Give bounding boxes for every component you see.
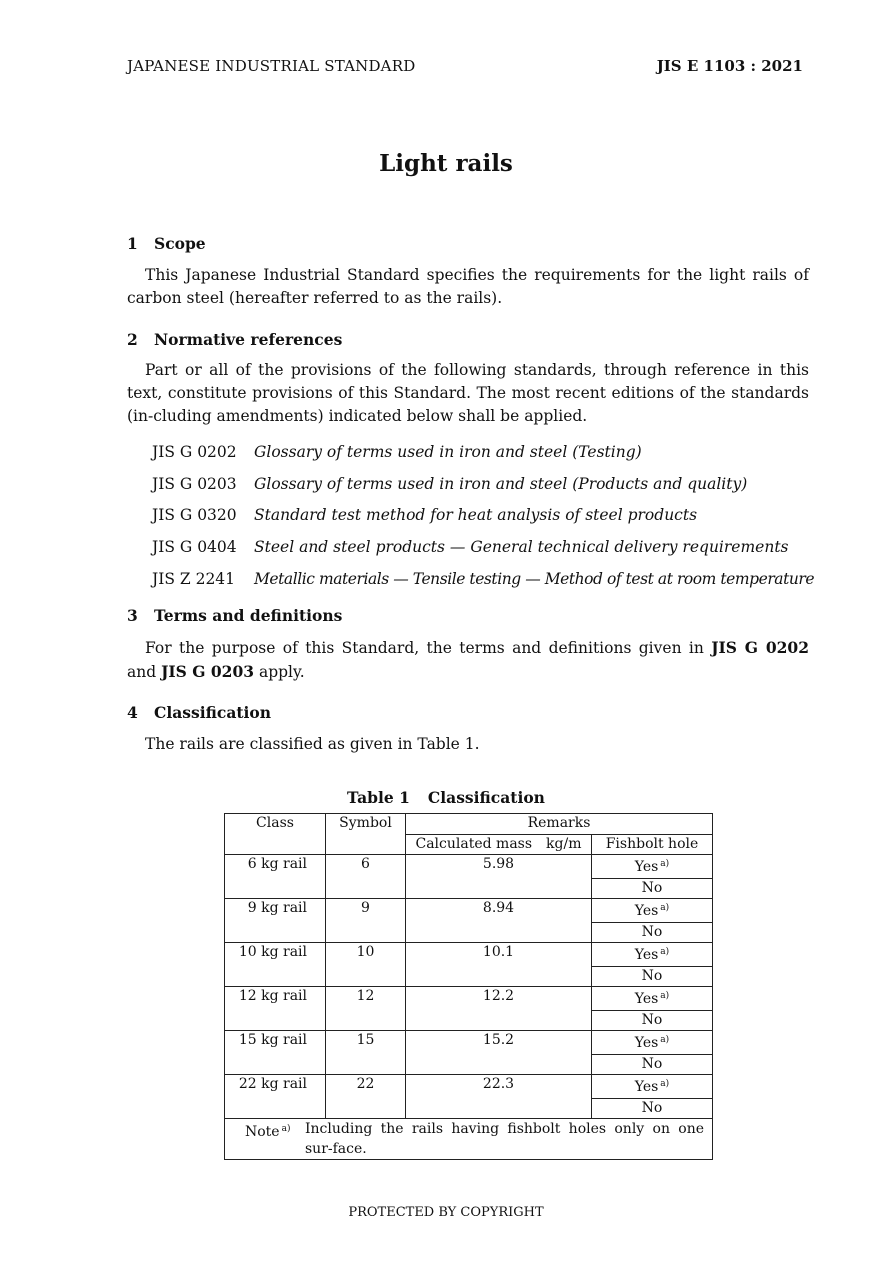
reference-title: Glossary of terms used in iron and steel (Testing)	[254, 442, 642, 461]
cell-class: 6 kg rail	[225, 855, 326, 899]
header-symbol: Symbol	[326, 814, 406, 855]
cell-class: 12 kg rail	[225, 987, 326, 1031]
header-remarks: Remarks	[406, 814, 713, 835]
cell-symbol: 10	[326, 943, 406, 987]
reference-title: Standard test method for heat analysis of steel products	[254, 506, 698, 525]
section-heading-scope	[127, 234, 206, 253]
section-heading-terms-and-definitions	[127, 606, 342, 625]
normative-references-paragraph: Part or all of the provisions of the following standards, through reference in this text, constitute provisions of this Standard. The most recent editions of the standards (in-cluding amendments) indicated below shall be applied.	[127, 361, 809, 425]
table-note-row	[225, 1119, 713, 1160]
page-header-standard-number: JIS E 1103 : 2021	[656, 57, 803, 75]
reference-item	[152, 436, 814, 468]
reference-link: JIS G 0203	[161, 662, 255, 681]
reference-code: JIS G 0320	[152, 506, 237, 525]
reference-code: JIS G 0203	[152, 474, 237, 493]
footnote-marker: a)	[660, 859, 670, 869]
section-title: Terms and definitions	[154, 606, 343, 625]
section-number: 1	[127, 234, 138, 253]
header-fishbolt-hole: Fishbolt hole	[592, 834, 713, 855]
table-title: Classification	[427, 788, 545, 807]
document-title: Light rails	[379, 150, 513, 177]
cell-class: 10 kg rail	[225, 943, 326, 987]
footnote-marker: a)	[281, 1124, 291, 1134]
header-class: Class	[225, 814, 326, 855]
section-heading-normative-references	[127, 330, 342, 349]
cell-class: 15 kg rail	[225, 1031, 326, 1075]
cell-mass: 12.2	[406, 987, 592, 1031]
footnote-marker: a)	[660, 903, 670, 913]
classification-paragraph: The rails are classified as given in Table 1.	[145, 735, 480, 753]
cell-fishbolt-no: No	[592, 1054, 713, 1075]
footnote-marker: a)	[660, 1035, 670, 1045]
cell-symbol: 6	[326, 855, 406, 899]
cell-mass: 15.2	[406, 1031, 592, 1075]
footnote-marker: a)	[660, 1079, 670, 1089]
reference-item	[152, 563, 814, 595]
section-title: Classification	[154, 703, 272, 722]
cell-mass: 10.1	[406, 943, 592, 987]
reference-title: Glossary of terms used in iron and steel (Products and quality)	[254, 474, 748, 493]
cell-fishbolt-yes: Yes $^{a)}$	[592, 987, 713, 1011]
reference-item	[152, 500, 814, 532]
table-row	[225, 1031, 713, 1055]
reference-title: Steel and steel products — General technical delivery requirements	[254, 538, 789, 557]
reference-list	[152, 436, 814, 595]
section-title: Scope	[154, 234, 206, 253]
reference-title: Metallic materials — Tensile testing — Method of test at room temperature	[254, 570, 815, 589]
cell-fishbolt-no: No	[592, 966, 713, 987]
cell-fishbolt-no: No	[592, 922, 713, 943]
note-label: Note $^{a)}$	[245, 1124, 291, 1140]
table-note	[225, 1119, 713, 1160]
footnote-marker: a)	[660, 947, 670, 957]
table-row	[225, 1075, 713, 1099]
cell-fishbolt-no: No	[592, 1098, 713, 1119]
scope-paragraph: This Japanese Industrial Standard specifies the requirements for the light rails of carbon steel (hereafter referred to as the rails).	[127, 266, 809, 307]
table-row	[225, 855, 713, 879]
header-calculated-mass: Calculated mass kg/m	[406, 834, 592, 855]
reference-item	[152, 531, 814, 563]
footnote-marker: a)	[660, 991, 670, 1001]
section-number: 3	[127, 606, 138, 625]
terms-paragraph: For the purpose of this Standard, the terms and definitions given in JIS G 0202 and JIS G 0203 apply.	[127, 638, 810, 681]
cell-fishbolt-yes: Yes $^{a)}$	[592, 1031, 713, 1055]
section-number: 4	[127, 703, 138, 722]
cell-symbol: 15	[326, 1031, 406, 1075]
reference-code: JIS Z 2241	[152, 570, 236, 589]
section-title: Normative references	[154, 330, 343, 349]
cell-fishbolt-yes: Yes $^{a)}$	[592, 899, 713, 923]
cell-mass: 5.98	[406, 855, 592, 899]
reference-item	[152, 468, 814, 500]
table-row	[225, 899, 713, 923]
table-row	[225, 943, 713, 967]
cell-mass: 22.3	[406, 1075, 592, 1119]
cell-fishbolt-no: No	[592, 878, 713, 899]
cell-mass: 8.94	[406, 899, 592, 943]
header-mass-unit: kg/m	[546, 835, 582, 852]
section-number: 2	[127, 330, 138, 349]
reference-link: JIS G 0202	[711, 638, 810, 657]
cell-fishbolt-no: No	[592, 1010, 713, 1031]
cell-class: 22 kg rail	[225, 1075, 326, 1119]
cell-fishbolt-yes: Yes $^{a)}$	[592, 943, 713, 967]
cell-fishbolt-yes: Yes $^{a)}$	[592, 855, 713, 879]
table-number: Table 1	[347, 788, 410, 807]
page-header-left: JAPANESE INDUSTRIAL STANDARD	[127, 57, 416, 75]
reference-code: JIS G 0404	[152, 538, 237, 557]
section-heading-classification	[127, 703, 271, 722]
cell-fishbolt-yes: Yes $^{a)}$	[592, 1075, 713, 1099]
table-row	[225, 987, 713, 1011]
classification-table	[224, 813, 713, 1160]
cell-symbol: 12	[326, 987, 406, 1031]
cell-class: 9 kg rail	[225, 899, 326, 943]
cell-symbol: 9	[326, 899, 406, 943]
table-caption	[0, 788, 892, 807]
page-footer-copyright: PROTECTED BY COPYRIGHT	[348, 1205, 544, 1220]
cell-symbol: 22	[326, 1075, 406, 1119]
reference-code: JIS G 0202	[152, 442, 237, 461]
note-text: Including the rails having fishbolt holes only on one sur-face.	[305, 1121, 704, 1157]
table-header-row	[225, 814, 713, 835]
